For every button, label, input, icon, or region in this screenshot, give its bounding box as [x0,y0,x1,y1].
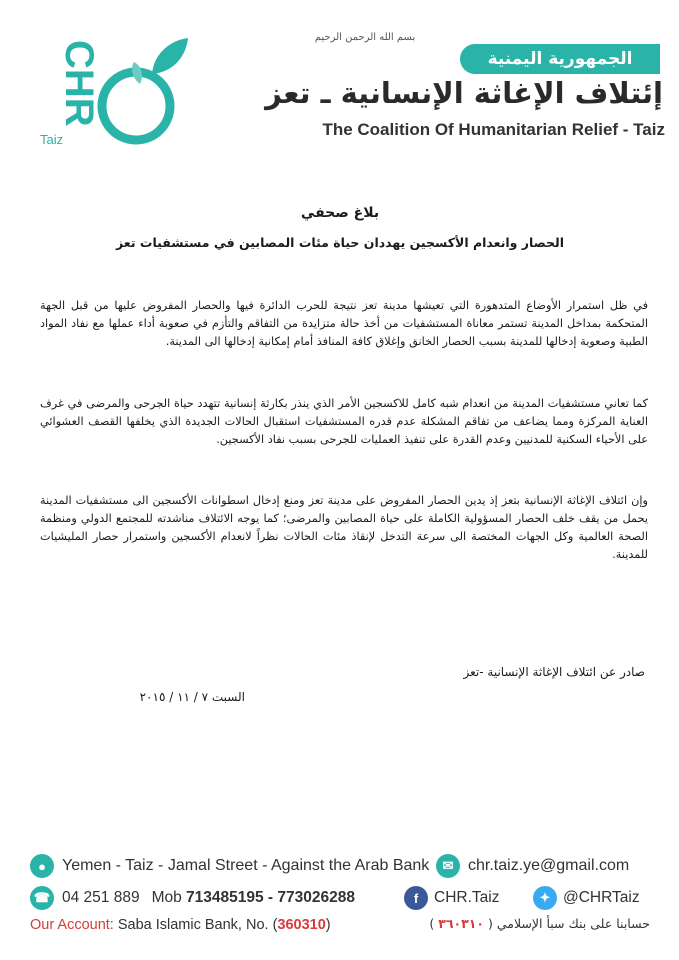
logo-letters-text: CHR [57,40,101,127]
account-ar-close: ) [429,916,435,931]
paragraph: كما تعاني مستشفيات المدينة من انعدام شبه كامل للاكسجين الأمر الذي ينذر بكارثة إنسانية تتهدد حياة الجرحى والمرضى في غرف العناية المركزة ومما يضاعف من تفاقم المشكلة عدم قدره المستشفيات استقبال الحالات الجديدة الذي يخلفها القصف العشوائي على الأحياء السكنية للمدنيين وعدم القدرة على تنفيذ العمليات للجرحى بسبب نفاد الأكسجين. [40,397,648,446]
mobile-label: Mob [151,889,182,906]
address-text: Yemen - Taiz - Jamal Street - Against the Arab Bank [62,857,430,874]
account-label: Our Account: [30,917,114,933]
chr-logo [28,32,208,152]
notice-title: بلاغ صحفي [300,205,380,221]
address-line [30,854,429,878]
logo-ring [102,72,170,140]
twitter-handle[interactable]: @CHRTaiz [563,889,640,906]
logo-letters [57,40,101,127]
bank-account-arabic [400,916,650,931]
account-close: ) [325,917,331,933]
mobile-numbers [152,889,355,907]
leaf-small-icon [132,62,142,84]
email-text[interactable]: chr.taiz.ye@gmail.com [468,857,630,874]
facebook-link[interactable] [404,886,499,910]
account-text: Saba Islamic Bank, No. ( [117,917,278,933]
notice-headline: الحصار وانعدام الأكسجين يهددان حياة مئات المصابين في مستشفيات تعز [116,235,564,250]
account-ar-number: ٣٦٠٣١٠ [438,916,485,931]
bank-account-english [30,917,331,933]
republic-label: الجمهورية اليمنية [487,49,633,69]
org-title-arabic: إئتلاف الإغاثة الإنسانية ـ تعز [265,76,663,110]
basmala: بسم الله الرحمن الرحيم [314,32,416,43]
location-pin-icon: ● [30,854,54,878]
twitter-bird-icon: ✦ [533,886,557,910]
account-ar-text: حسابنا على بنك سبأ الإسلامي ( [488,916,650,931]
logo-sub-text: Taiz [40,132,64,147]
republic-badge [460,44,660,74]
twitter-link[interactable] [533,886,640,910]
phone-number: 04 251 889 [62,889,140,906]
envelope-icon: ✉ [436,854,460,878]
account-number: 360310 [277,917,326,933]
issue-date: السبت ٧ / ١١ / ٢٠١٥ [139,690,245,704]
facebook-icon: f [404,886,428,910]
phone-line [30,886,355,910]
issuer-line: صادر عن ائتلاف الإغاثة الإنسانية -تعز [463,665,645,679]
org-title-english: The Coalition Of Humanitarian Relief - Taiz [322,120,665,139]
leaf-large-icon [152,38,188,74]
mobile-numbers-text: 713485195 - 773026288 [186,889,355,906]
email-line[interactable] [436,854,629,878]
phone-icon: ☎ [30,886,54,910]
paragraph: في ظل استمرار الأوضاع المتدهورة التي تعيشها مدينة تعز نتيجة للحرب الدائرة فيها والحصار المفروض عليها من قبل الجهة المتحكمة بمداخل المدينة تستمر معاناة المستشفيات من أخذ حالة متزايدة من التفاقم والتأزم في صعوبة أداء عملها مع نفاد المواد الطبية وصعوبة إدخالها للمدينة بسبب الحصار الخانق وإغلاق كافة المنافذ أمام إمكانية إدخالها الى المدينة. [40,299,648,348]
paragraph: وإن ائتلاف الإغاثة الإنسانية بتعز إذ يدين الحصار المفروض على مدينة تعز ومنع إدخال اسطوانات الأكسجين الى مستشفيات المدينة يحمل من يقف خلف الحصار المسؤولية الكاملة على حياة المصابين والمرضى؛ كما يوجه الائتلاف مناشدته للمجتمع الدولي ومنظمة الصحة العالمية وكل الجهات المختصة الى سرعة التدخل لإنقاذ مئات الحالات نظراً لانعدام الأكسجين واستمرار حصار المليشيات للمدينة. [40,494,648,561]
facebook-handle[interactable]: CHR.Taiz [434,889,500,906]
